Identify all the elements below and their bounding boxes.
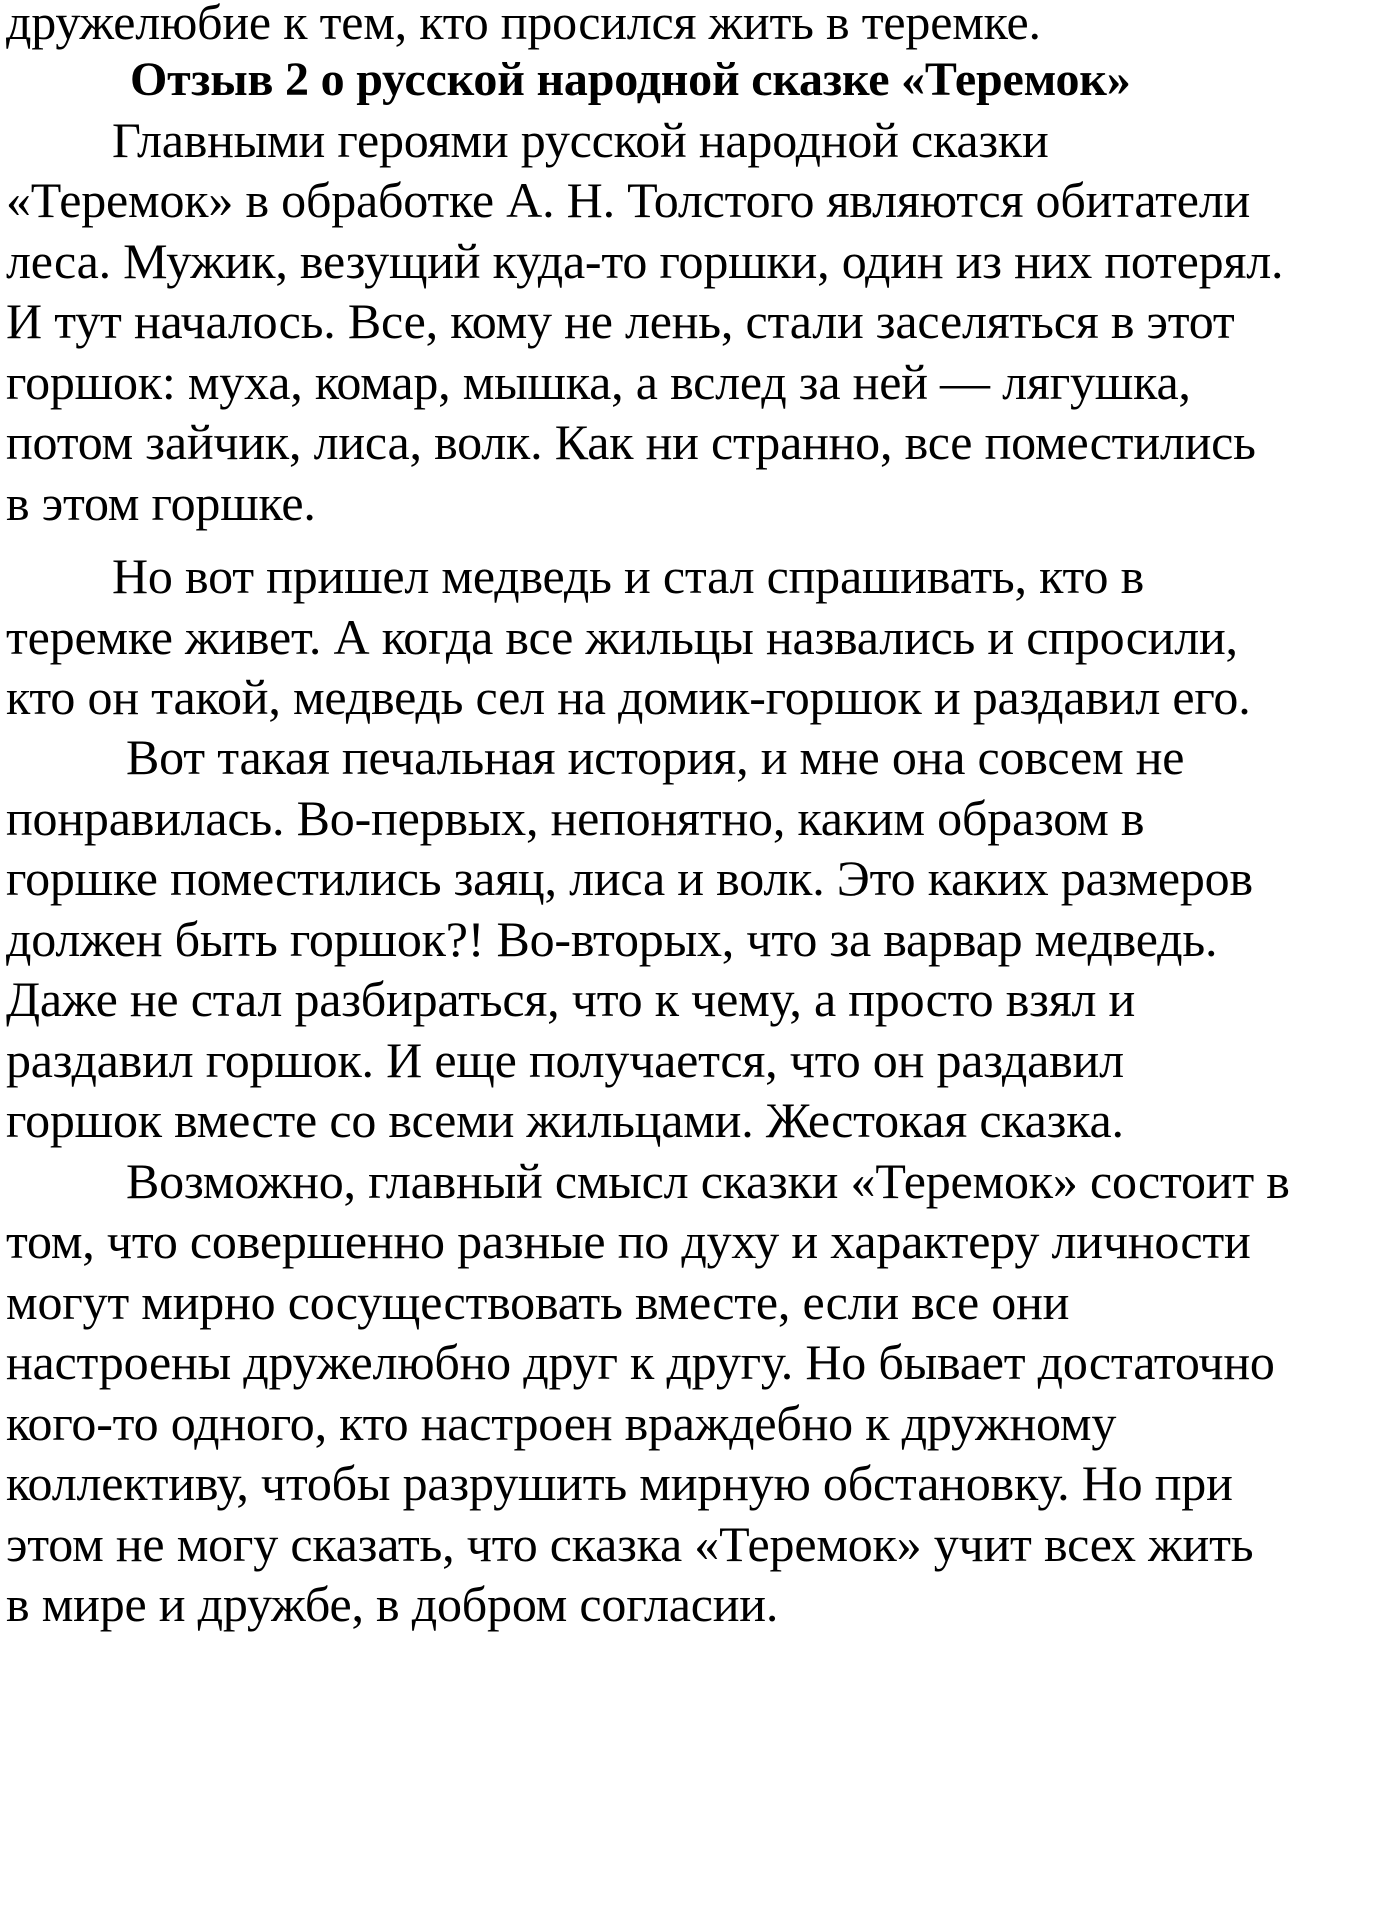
continuation-line: дружелюбие к тем, кто просился жить в теремке. xyxy=(6,0,1041,50)
paragraph-line: коллективу, чтобы разрушить мирную обстановку. Но при xyxy=(6,1455,1233,1511)
paragraph-line: Но вот пришел медведь и стал спрашивать, кто в xyxy=(112,548,1145,604)
paragraph-line: Вот такая печальная история, и мне она совсем не xyxy=(126,729,1185,785)
paragraph-line: могут мирно сосуществовать вместе, если все они xyxy=(6,1274,1070,1330)
paragraph-line: кто он такой, медведь сел на домик-горшок и раздавил его. xyxy=(6,669,1251,725)
paragraph-line: теремке живет. А когда все жильцы назвались и спросили, xyxy=(6,609,1238,665)
paragraph-line: этом не могу сказать, что сказка «Теремок» учит всех жить xyxy=(6,1516,1254,1572)
paragraph-line: в мире и дружбе, в добром согласии. xyxy=(6,1576,779,1632)
paragraph-line: в этом горшке. xyxy=(6,475,316,531)
paragraph-line: том, что совершенно разные по духу и характеру личности xyxy=(6,1213,1251,1269)
paragraph-line: Даже не стал разбираться, что к чему, а просто взял и xyxy=(6,971,1136,1027)
paragraph-line: горшке поместились заяц, лиса и волк. Это каких размеров xyxy=(6,850,1253,906)
paragraph-line: раздавил горшок. И еще получается, что он раздавил xyxy=(6,1032,1124,1088)
paragraph-line: И тут началось. Все, кому не лень, стали заселяться в этот xyxy=(6,293,1235,349)
paragraph-line: настроены дружелюбно друг к другу. Но бывает достаточно xyxy=(6,1334,1275,1390)
review-title: Отзыв 2 о русской народной сказке «Теремок» xyxy=(130,53,1131,106)
paragraph-line: горшок: муха, комар, мышка, а вслед за ней — лягушка, xyxy=(6,354,1191,410)
paragraph-line: потом зайчик, лиса, волк. Как ни странно, все поместились xyxy=(6,414,1256,470)
paragraph-line: «Теремок» в обработке А. Н. Толстого являются обитатели xyxy=(6,172,1251,228)
paragraph-line: Возможно, главный смысл сказки «Теремок» состоит в xyxy=(126,1153,1290,1209)
paragraph-line: кого-то одного, кто настроен враждебно к дружному xyxy=(6,1395,1117,1451)
paragraph-line: понравилась. Во-первых, непонятно, каким образом в xyxy=(6,790,1145,846)
paragraph-line: должен быть горшок?! Во-вторых, что за варвар медведь. xyxy=(6,911,1218,967)
paragraph-line: Главными героями русской народной сказки xyxy=(112,112,1049,168)
paragraph-line: леса. Мужик, везущий куда-то горшки, один из них потерял. xyxy=(6,233,1284,289)
paragraph-line: горшок вместе со всеми жильцами. Жестокая сказка. xyxy=(6,1092,1124,1148)
